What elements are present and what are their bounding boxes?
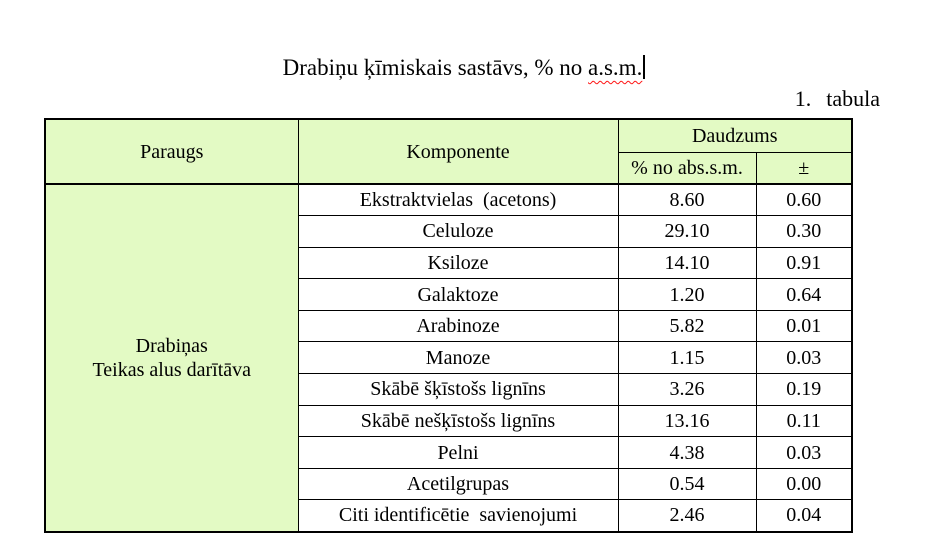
header-cell-daudzums[interactable]: Daudzums [618,119,852,152]
pm-cell[interactable]: 0.00 [756,468,852,500]
header-row-top [45,119,852,152]
text-cursor [643,55,645,79]
component-cell[interactable]: Acetilgrupas [298,468,618,500]
document-title[interactable] [14,54,914,82]
component-cell[interactable]: Galaktoze [298,279,618,311]
value-cell[interactable]: 5.82 [618,310,756,342]
component-cell[interactable]: Citi identificētie savienojumi [298,500,618,532]
pm-cell[interactable]: 0.60 [756,184,852,216]
value-cell[interactable]: 3.26 [618,374,756,406]
sample-cell[interactable] [45,184,298,532]
table-caption[interactable] [795,85,880,112]
title-misspelled-text[interactable]: a.s.m. [588,55,643,80]
header-cell-komponente[interactable]: Komponente [298,119,618,184]
component-cell[interactable]: Manoze [298,342,618,374]
component-cell[interactable]: Ksiloze [298,247,618,279]
component-cell[interactable]: Arabinoze [298,310,618,342]
pm-cell[interactable]: 0.03 [756,342,852,374]
component-cell[interactable]: Ekstraktvielas (acetons) [298,184,618,216]
header-cell-percent-abs[interactable]: % no abs.s.m. [618,152,756,184]
pm-cell[interactable]: 0.11 [756,405,852,437]
pm-cell[interactable]: 0.01 [756,310,852,342]
pm-cell[interactable]: 0.30 [756,216,852,248]
pm-cell[interactable]: 0.64 [756,279,852,311]
value-cell[interactable]: 14.10 [618,247,756,279]
component-cell[interactable]: Skābē nešķīstošs lignīns [298,405,618,437]
value-cell[interactable]: 0.54 [618,468,756,500]
value-cell[interactable]: 1.15 [618,342,756,374]
value-cell[interactable]: 13.16 [618,405,756,437]
value-cell[interactable]: 8.60 [618,184,756,216]
pm-cell[interactable]: 0.03 [756,437,852,469]
component-cell[interactable]: Celuloze [298,216,618,248]
component-cell[interactable]: Pelni [298,437,618,469]
value-cell[interactable]: 1.20 [618,279,756,311]
pm-cell[interactable]: 0.19 [756,374,852,406]
component-cell[interactable]: Skābē šķīstošs lignīns [298,374,618,406]
caption-number: 1. [794,86,812,111]
header-cell-plusminus[interactable]: ± [756,152,852,184]
value-cell[interactable]: 29.10 [618,216,756,248]
pm-cell[interactable]: 0.04 [756,500,852,532]
value-cell[interactable]: 2.46 [618,500,756,532]
caption-label: tabula [826,86,880,111]
table-row [45,184,852,216]
header-cell-paraugs[interactable]: Paraugs [45,119,298,184]
sample-name-line2: Teikas alus darītāva [92,358,252,381]
composition-table [44,118,853,533]
value-cell[interactable]: 4.38 [618,437,756,469]
sample-name-line1: Drabiņas [135,334,208,357]
pm-cell[interactable]: 0.91 [756,247,852,279]
title-text[interactable]: Drabiņu ķīmiskais sastāvs, % no [282,55,589,80]
